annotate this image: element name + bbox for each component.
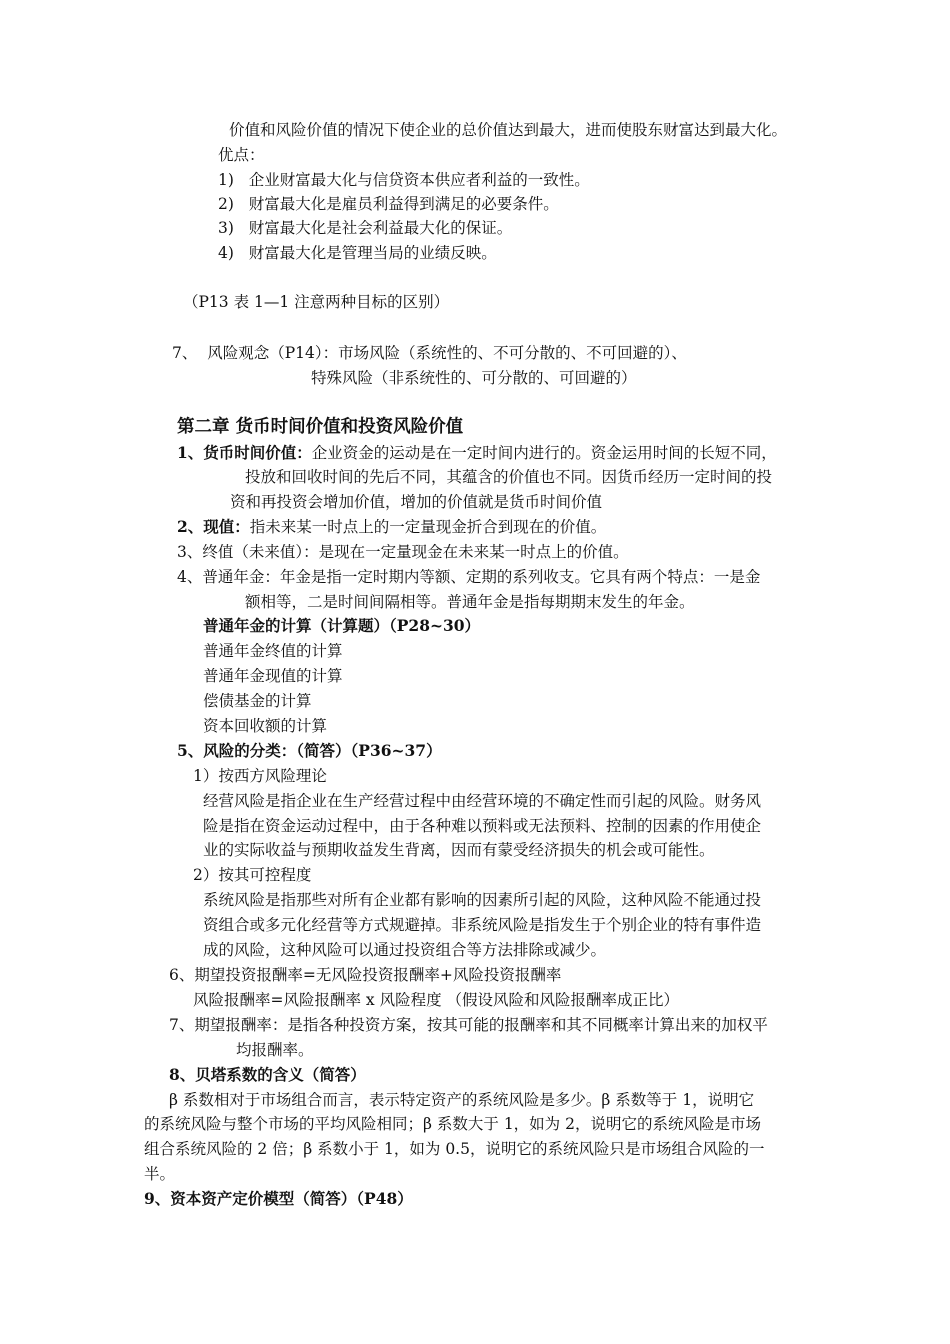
text-line: 特殊风险（非系统性的、可分散的、可回避的） — [311, 369, 637, 387]
subheading: 5、风险的分类：（简答）（P36~37） — [177, 741, 442, 760]
text-line: 4、普通年金：年金是指一定时期内等额、定期的系列收支。它具有两个特点：一是金 — [177, 568, 761, 586]
text-line: 成的风险，这种风险可以通过投资组合等方法排除或减少。 — [203, 941, 607, 959]
text-line: 组合系统风险的 2 倍；β 系数小于 1，如为 0.5，说明它的系统风险只是市场组合风险的一 — [144, 1140, 765, 1158]
list-item: 2) 财富最大化是雇员利益得到满足的必要条件。 — [218, 195, 559, 213]
list-item: 普通年金终值的计算 — [203, 642, 343, 660]
text-line: β 系数相对于市场组合而言，表示特定资产的系统风险是多少。β 系数等于 1，说明它 — [169, 1091, 755, 1109]
term-definition: 指未来某一时点上的一定量现金折合到现在的价值。 — [249, 518, 607, 536]
text-line: 的系统风险与整个市场的平均风险相同；β 系数大于 1，如为 2，说明它的系统风险是市场 — [144, 1115, 761, 1133]
text-line: 投放和回收时间的先后不同，其蕴含的价值也不同。因货币经历一定时间的投 — [245, 468, 773, 486]
list-item: 普通年金现值的计算 — [203, 667, 343, 685]
text-line: 资组合或多元化经营等方式规避掉。非系统风险是指发生于个别企业的特有事件造 — [203, 916, 762, 934]
text-line: 优点： — [218, 146, 265, 164]
text-line: 系统风险是指那些对所有企业都有影响的因素所引起的风险，这种风险不能通过投 — [203, 891, 762, 909]
subheading: 8、贝塔系数的含义（简答） — [169, 1065, 366, 1084]
list-item: 1) 企业财富最大化与信贷资本供应者利益的一致性。 — [218, 171, 590, 189]
subheading: 9、资本资产定价模型（简答）（P48） — [144, 1189, 413, 1208]
text-line: 6、期望投资报酬率=无风险投资报酬率+风险投资报酬率 — [169, 966, 562, 984]
text-line: 额相等，二是时间间隔相等。普通年金是指每期期末发生的年金。 — [245, 593, 695, 611]
text-line: 资和再投资会增加价值，增加的价值就是货币时间价值 — [230, 493, 603, 511]
term-label: 2、现值： — [177, 517, 250, 536]
text-line: 半。 — [144, 1165, 176, 1183]
text-line: 业的实际收益与预期收益发生背离，因而有蒙受经济损失的机会或可能性。 — [203, 841, 715, 859]
list-item: 3) 财富最大化是社会利益最大化的保证。 — [218, 219, 513, 237]
term-definition: 企业资金的运动是在一定时间内进行的。资金运用时间的长短不同， — [311, 444, 777, 462]
list-item: 偿债基金的计算 — [203, 692, 312, 710]
text-line: 3、终值（未来值）：是现在一定量现金在未来某一时点上的价值。 — [177, 543, 629, 561]
text-line: 2）按其可控程度 — [193, 866, 312, 884]
subheading: 普通年金的计算（计算题）（P28~30） — [203, 616, 481, 635]
text-line: （P13 表 1—1 注意两种目标的区别） — [183, 293, 450, 311]
list-item: 资本回收额的计算 — [203, 717, 328, 735]
text-line: 1）按西方风险理论 — [193, 767, 327, 785]
list-item: 4) 财富最大化是管理当局的业绩反映。 — [218, 244, 497, 262]
text-line: 价值和风险价值的情况下使企业的总价值达到最大，进而使股东财富达到最大化。 — [229, 121, 788, 139]
term-label: 1、货币时间价值： — [177, 443, 312, 462]
text-line: 7、 风险观念（P14）：市场风险（系统性的、不可分散的、不可回避的）、 — [172, 344, 687, 362]
chapter-heading: 第二章 货币时间价值和投资风险价值 — [177, 417, 464, 437]
text-line: 均报酬率。 — [236, 1041, 314, 1059]
text-line: 经营风险是指企业在生产经营过程中由经营环境的不确定性而引起的风险。财务风 — [203, 792, 762, 810]
text-line — [177, 515, 606, 539]
text-line: 7、期望报酬率：是指各种投资方案，按其可能的报酬率和其不同概率计算出来的加权平 — [169, 1016, 768, 1034]
text-line: 风险报酬率=风险报酬率 x 风险程度 （假设风险和风险报酬率成正比） — [193, 991, 680, 1009]
text-line: 险是指在资金运动过程中，由于各种难以预料或无法预料、控制的因素的作用使企 — [203, 817, 762, 835]
text-line — [177, 441, 777, 465]
